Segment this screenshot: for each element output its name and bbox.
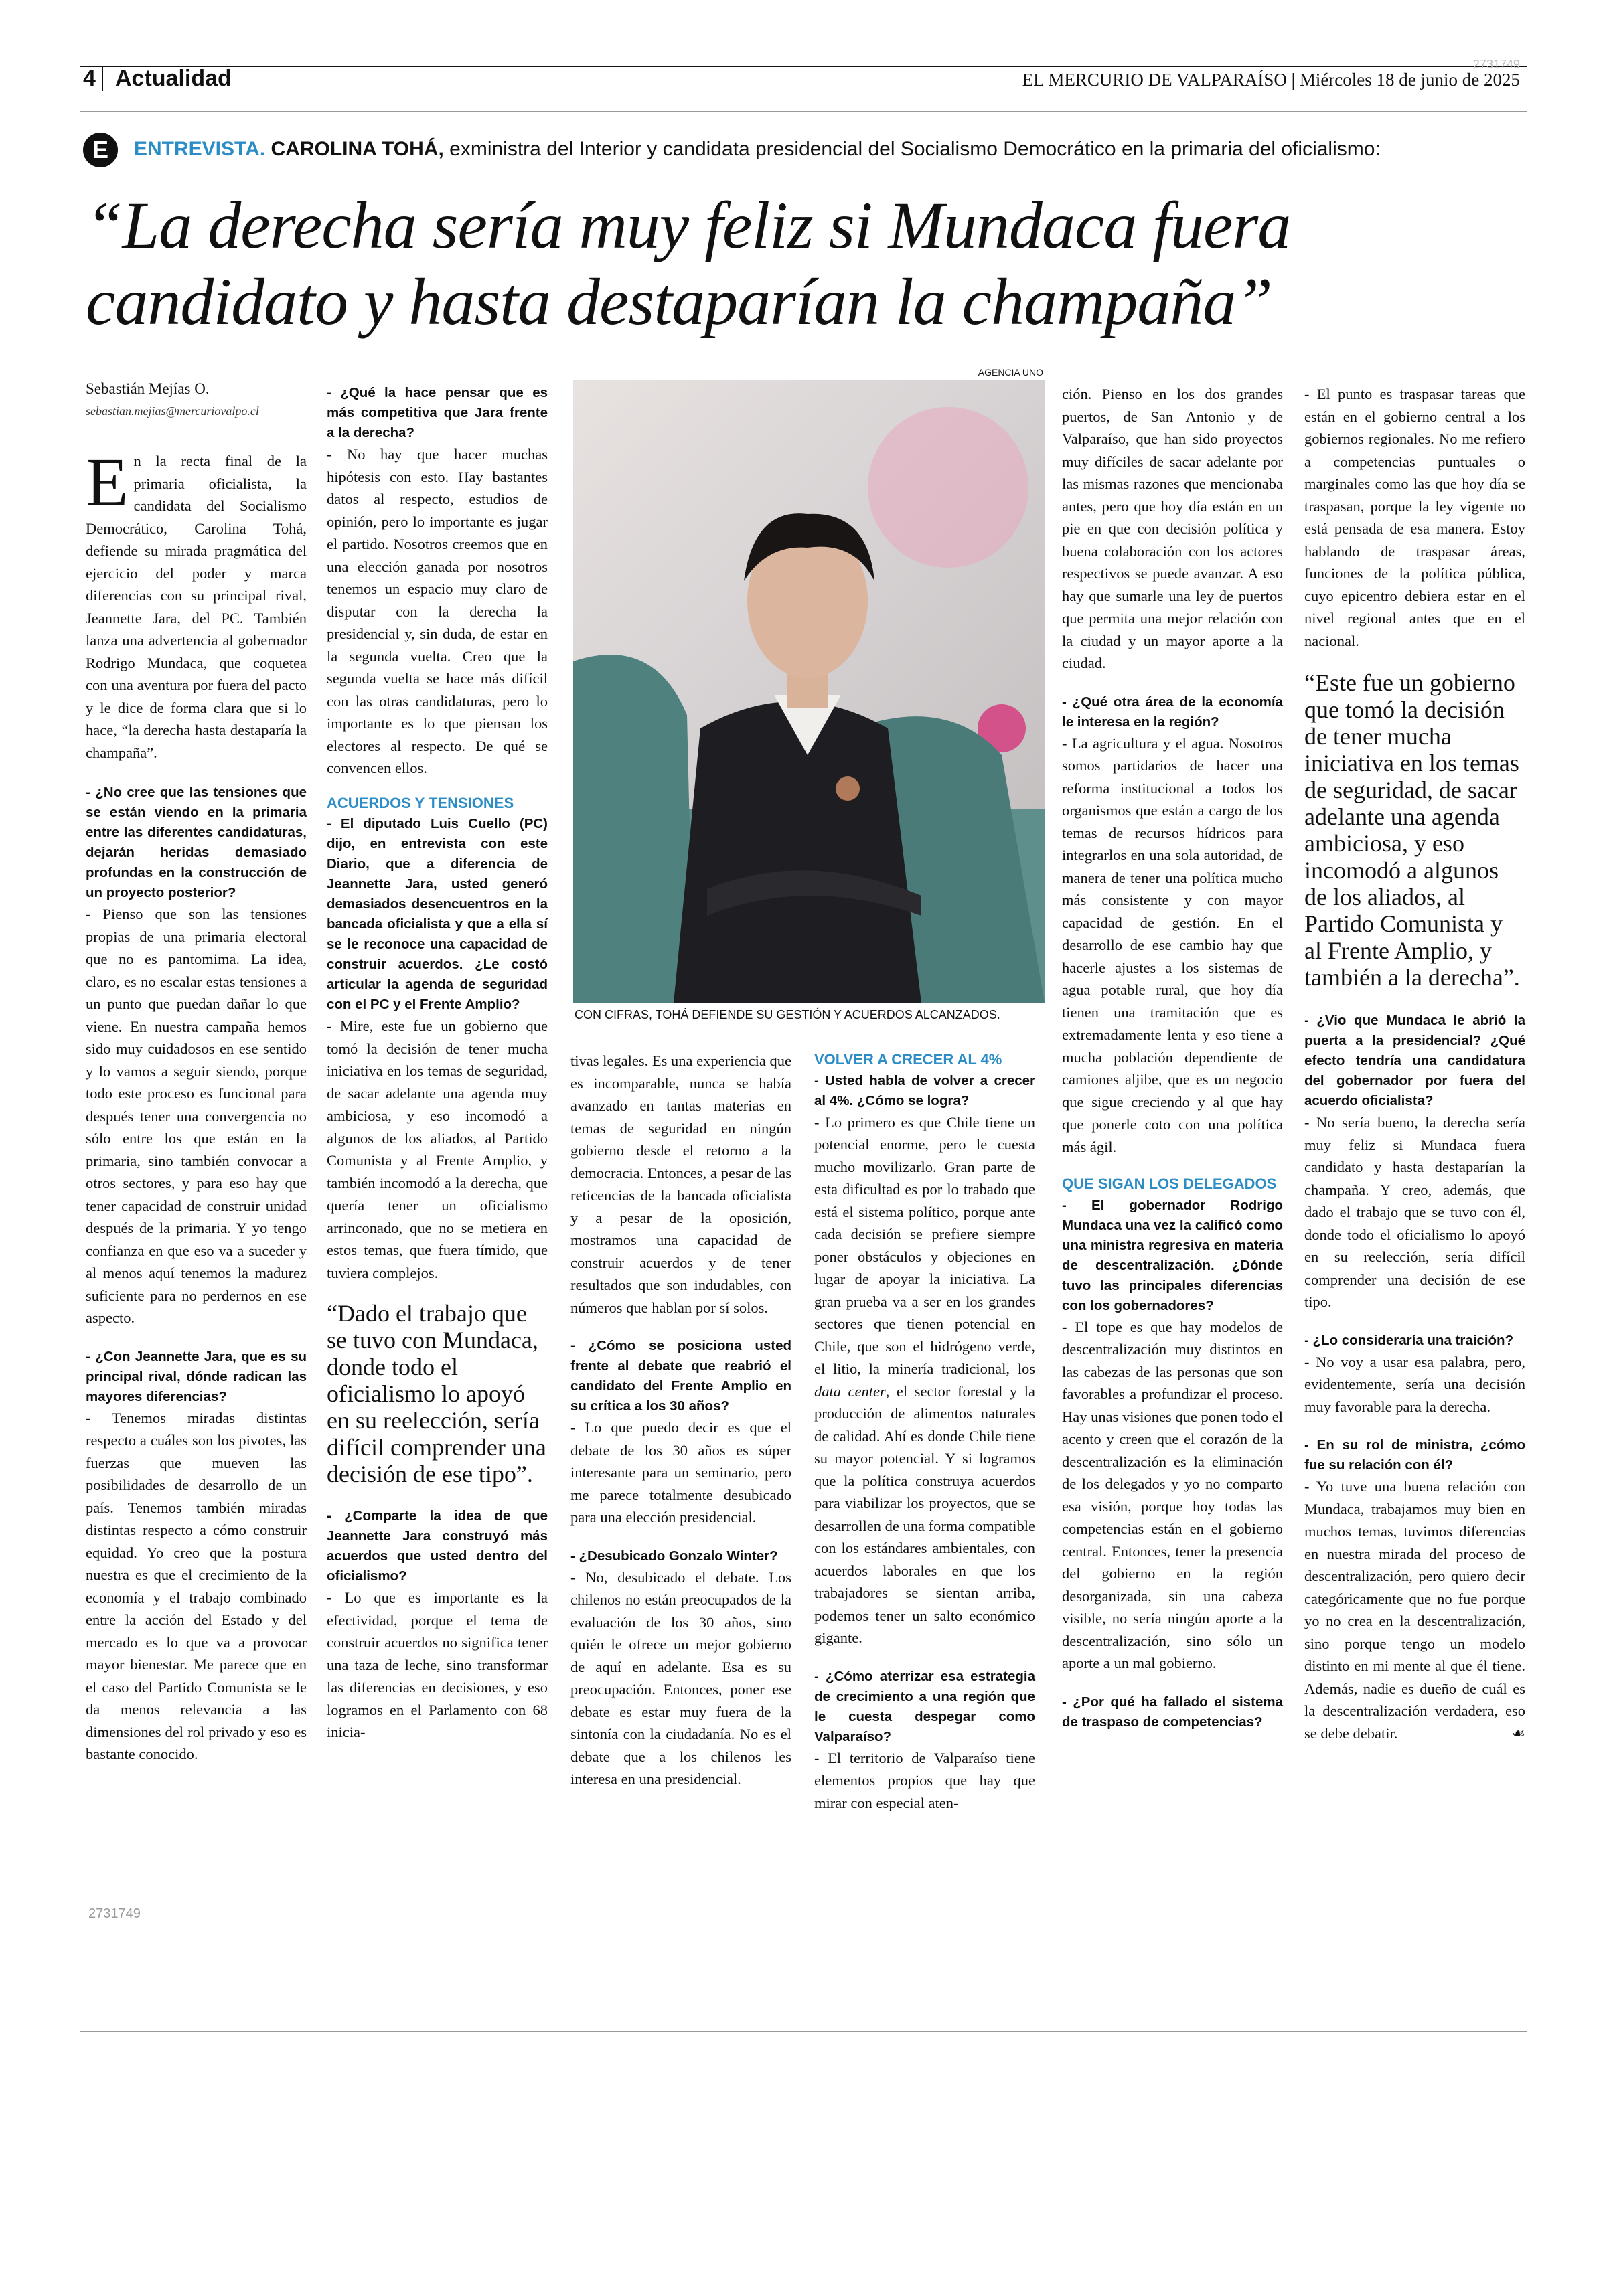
header-separator: [102, 67, 103, 91]
answer-continued: tivas legales. Es una experiencia que es incomparable, nunca se había avanzado en tantas materias en temas de seguridad en ningún gobierno desde el retorno a la democracia. Entonces, a pesar de las reticencias de la bancada oficialista y a pesar de la oposición, mostramos una capacidad de construir acuerdos y de tener resultados que son indudables, con números que hablan por sí solos.: [570, 1052, 791, 1316]
question: - El diputado Luis Cuello (PC) dijo, en entrevista con este Diario, que a diferencia de Jeannette Jara, usted generó demasiados desencuentros en la bancada oficialista y que a ella sí se le reconoce una capacidad de construir acuerdos. ¿Le costó articular la agenda de seguridad con el PC y el Frente Amplio?: [327, 816, 548, 1012]
answer: - Tenemos miradas distintas respecto a cuáles son los pivotes, las fuerzas que mueven las posibilidades de desarrollo de un país. Tenemos también miradas distintas respecto a cómo construir equidad. Yo creo que la postura nuestra es que el crecimiento de la economía y el trabajo combinado entre la acción del Estado y del mercado es lo que va a provocar mayor bienestar. Me parece que en el caso del Partido Comunista se le da menos relevancia a las dimensiones del rol privado y eso es bastante conocido.: [86, 1409, 307, 1762]
question: - ¿Cómo se posiciona usted frente al debate que reabrió el candidato del Frente Amplio en su crítica a los 30 años?: [570, 1338, 791, 1414]
photo-carolina-toha: [573, 380, 1045, 1003]
column-2: [327, 383, 548, 1744]
question: - ¿Qué la hace pensar que es más competitiva que Jara frente a la derecha?: [327, 385, 548, 440]
question: - ¿Vio que Mundaca le abrió la puerta a la presidencial? ¿Qué efecto tendría una candidatura del gobernador por fuera del acuerdo oficialista?: [1304, 1013, 1525, 1109]
header-rule-bottom: [80, 111, 1527, 112]
question: - ¿No cree que las tensiones que se están viendo en la primaria entre las diferentes candidaturas, dejarán heridas demasiado profundas en la construcción de un proyecto posterior?: [86, 785, 307, 900]
publication-line: [1022, 70, 1520, 90]
question: - ¿Por qué ha fallado el sistema de traspaso de competencias?: [1062, 1694, 1283, 1730]
subhead-crecer: VOLVER A CRECER AL 4%: [814, 1051, 1002, 1068]
publication-name: EL MERCURIO DE VALPARAÍSO: [1022, 70, 1287, 90]
question: - ¿Lo consideraría una traición?: [1304, 1332, 1514, 1348]
column-5: [1062, 383, 1283, 1732]
answer: - El tope es que hay modelos de descentralización muy distintos en las cabezas de las personas que son favorables a profundizar el proceso. Hay unas visiones que ponen todo el acento y creen que el corazón de la descentralización es la eliminación de los delegados y yo no comparto esa visión, porque hoy todas las competencias están en el gobierno central. Entonces, tener la presencia del gobierno en la región desorganizada, sin una cabeza visible, no sería ningún aporte a la descentralización, sino sólo un aporte a un mal gobierno.: [1062, 1318, 1283, 1671]
answer: - No, desubicado el debate. Los chilenos no están preocupados de la evaluación de los 30 años, sino quién le ofrece un mejor gobierno de aquí en adelante. Esa es su preocupación. Entonces, poner ese debate es estar muy fuera de la sintonía con la ciudadanía. No es el debate que a los chilenos les interesa en una presidencial.: [570, 1568, 791, 1787]
photo-illustration: [573, 380, 1045, 1003]
page-number: 4: [83, 66, 96, 91]
answer: [814, 1111, 1035, 1649]
byline-email: sebastian.mejias@mercuriovalpo.cl: [86, 404, 259, 418]
answer: - No hay que hacer muchas hipótesis con esto. Hay bastantes datos al respecto, estudios de opinión, pero lo importante es jugar el partido. Nosotros creemos que en una elección ganada por nosotros tenemos un espacio muy claro de disputar con la derecha la presidencial y, sin duda, de estar en la segunda vuelta. Creo que la segunda vuelta se hace más difícil con las otras candidaturas, pero lo importante es lo que piensan los electores al respecto. De qué se convencen ellos.: [327, 446, 548, 776]
answer: [1304, 1475, 1525, 1744]
answer: - Lo que puedo decir es que el debate de los 30 años es súper interesante para un seminario, pero me parece totalmente desubicado para una elección presidencial.: [570, 1419, 791, 1526]
pull-quote: “Dado el trabajo que se tuvo con Mundaca, donde todo el oficialismo lo apoyó en su reelección, sería difícil comprender una decisión de ese tipo”.: [327, 1300, 546, 1487]
column-6: [1304, 383, 1525, 1744]
headline: “La derecha sería muy feliz si Mundaca fuera candidato y hasta destaparían la champaña”: [86, 188, 1291, 339]
intro-text: n la recta final de la primaria oficialista, la candidata del Socialismo Democrático, Carolina Tohá, defiende su mirada pragmática del ejercicio del poder y marca diferencias con su principal rival, Jeannette Jara, del PC. También lanza una advertencia al gobernador Rodrigo Mundaca, que coquetea con una aventura por fuera del pacto y le dice de forma clara que si lo hace, “la derecha hasta destaparía la champaña”.: [86, 453, 307, 761]
byline-author: Sebastián Mejías O.: [86, 380, 210, 397]
kicker-description: exministra del Interior y candidata presidencial del Socialismo Democrático en la primaria del oficialismo:: [449, 138, 1381, 160]
footer-rule: [80, 2031, 1527, 2032]
answer-italic: data center: [814, 1382, 886, 1400]
column-1: [86, 444, 307, 1766]
intro-paragraph: [86, 444, 307, 764]
kicker-label: ENTREVISTA.: [134, 138, 266, 160]
question: - En su rol de ministra, ¿cómo fue su relación con él?: [1304, 1437, 1525, 1473]
answer: - Pienso que son las tensiones propias de una primaria electoral que no es pantomima. La idea, claro, es no escalar estas tensiones a un punto que puedan dañar lo que viene. En nuestra campaña hemos sido muy cuidadosos en ese sentido y lo vamos a seguir siendo, porque todo este proceso es funcional para después tener una convergencia no sólo entre los que están en la primaria, sino también convocar a otros sectores, y para eso hay que tener capacidad de construir unidad después de la primaria. Y yo tengo confianza en que eso va a suceder y al menos aquí tenemos la madurez suficiente para no perdernos en ese aspecto.: [86, 906, 307, 1326]
question: - ¿Qué otra área de la economía le interesa en la región?: [1062, 693, 1283, 730]
question: - ¿Desubicado Gonzalo Winter?: [570, 1548, 778, 1564]
answer: - Lo que es importante es la efectividad, porque el tema de construir acuerdos no significa tener una taza de leche, sino transformar las diferencias en decisiones, y eso logramos en el Parlamento con 68 inicia-: [327, 1589, 548, 1740]
column-4: [814, 1048, 1035, 1814]
question: - ¿Comparte la idea de que Jeannette Jara construyó más acuerdos que usted dentro del oficialismo?: [327, 1508, 548, 1584]
kicker: [134, 138, 1381, 161]
answer: - No voy a usar esa palabra, pero, evidentemente, sería una decisión muy favorable para la derecha.: [1304, 1353, 1525, 1415]
answer-part: - Lo primero es que Chile tiene un potencial enorme, pero le cuesta mucho movilizarlo. Gran parte de esta dificultad es por lo trabado que está el sistema político, porque ante cada decisión se prefiere siempre poner obstáculos y objeciones en lugar de apoyar la iniciativa. La gran prueba va a ser en los grandes sectores que tienen potencial en Chile, que son el hidrógeno verde, el litio, la minería tradicional, los: [814, 1113, 1035, 1377]
subhead-delegados: QUE SIGAN LOS DELEGADOS: [1062, 1175, 1277, 1192]
question: - Usted habla de volver a crecer al 4%. ¿Cómo se logra?: [814, 1072, 1035, 1109]
pull-quote: “Este fue un gobierno que tomó la decisión de tener mucha iniciativa en los temas de seguridad, de sacar adelante una agenda ambiciosa, y eso incomodó a algunos de los aliados, al Partido Comunista y al Frente Amplio, y también a la derecha”.: [1304, 669, 1520, 991]
answer: - La agricultura y el agua. Nosotros somos partidarios de hacer una reforma institucional a todos los organismos que están a cargo de los temas de recursos hídricos para integrarlos en una sola autoridad, de manera de tener una política mucho más consistente y con mayor capacidad de gestión. En el desarrollo de ese cambio hay que hacerle ajustes a los sistemas de agua potable rural, que hoy día tienen una tramitación que es extremadamente lenta y eso tiene a mucha población dependiente de camiones aljibe, que es un negocio que sigue creciendo y al que hay que ponerle coto con una política más ágil.: [1062, 734, 1283, 1155]
footer-code: 2731749: [88, 1906, 141, 1921]
question: - ¿Con Jeannette Jara, que es su principal rival, dónde radican las mayores diferencias?: [86, 1348, 307, 1404]
answer-part: , el sector forestal y la producción de alimentos naturales de calidad. Ahí es donde Chile tiene su mayor potencial. Y si logramos que la política construya acuerdos para viabilizar los proyectos, que se desarrollen de una forma compatible con los estándares ambientales, con acuerdos laborales en que los trabajadores se sientan arriba, podemos tener un salto económico gigante.: [814, 1382, 1036, 1646]
question: - ¿Cómo aterrizar esa estrategia de crecimiento a una región que le cuesta despegar como Valparaíso?: [814, 1668, 1035, 1744]
kicker-name: CAROLINA TOHÁ,: [271, 138, 444, 160]
photo-credit: AGENCIA UNO: [978, 367, 1043, 378]
end-mark-icon: ☙: [1511, 1724, 1525, 1742]
question: - El gobernador Rodrigo Mundaca una vez la calificó como una ministra regresiva en materia de descentralización. ¿Dónde tuvo las principales diferencias con los gobernadores?: [1062, 1197, 1283, 1313]
subhead-acuerdos: ACUERDOS Y TENSIONES: [327, 794, 514, 811]
header-rule-top: [80, 66, 1527, 67]
column-3: [570, 1050, 791, 1791]
answer: - Mire, este fue un gobierno que tomó la decisión de tener mucha iniciativa en los temas de seguridad, de sacar adelante una agenda muy ambiciosa, y eso incomodó a algunos de los aliados, al Partido Comunista y al Frente Amplio, y también incomodó a la derecha, que quería tener un oficialismo arrinconado, que no se metiera en estos temas, que fuera tímido, que tuviera complejos.: [327, 1017, 548, 1281]
header-code: 2731749: [1472, 58, 1520, 71]
answer-text: - Yo tuve una buena relación con Mundaca, trabajamos muy bien en muchos temas, tuvimos diferencias en nuestra mirada del proceso de descentralización, pero quiero decir categóricamente que no fue porque yo no crea en la descentralización, sino porque tengo un modelo distinto en mi mente al que él tiene. Además, nadie es dueño de cuál es la descentralización verdadera, eso se debe debatir.: [1304, 1478, 1525, 1742]
photo-caption: CON CIFRAS, TOHÁ DEFIENDE SU GESTIÓN Y ACUERDOS ALCANZADOS.: [575, 1008, 1000, 1021]
section-name: Actualidad: [115, 66, 232, 91]
answer-continued: ción. Pienso en los dos grandes puertos, de San Antonio y de Valparaíso, que han sido proyectos muy difíciles de sacar adelante por las mismas razones que mencionaba antes, pero que hoy día están en un pie en que con decisión política y buena colaboración con los actores respectivos se puede avanzar. A eso hay que sumarle una ley de puertos que permita una mejor relación con la ciudad y un mayor aporte a la ciudad.: [1062, 386, 1283, 671]
answer: - El territorio de Valparaíso tiene elementos propios que hay que mirar con especial aten-: [814, 1749, 1035, 1811]
answer: - No sería bueno, la derecha sería muy feliz si Mundaca fuera candidato y hasta destaparían la champaña. Y creo, además, que dado el trabajo que se tuvo con él, donde todo el oficialismo lo apoyó en su reelección, sería difícil comprender una decisión de ese tipo.: [1304, 1114, 1525, 1310]
answer: - El punto es traspasar tareas que están en el gobierno central a los gobiernos regionales. No me refiero a competencias puntuales o marginales como las que hoy día se traspasan, porque la ley vigente no está pensada de esa manera. Estoy hablando de traspasar áreas, funciones de la política pública, cuyo epicentro debiera estar en el nivel regional antes que en el nacional.: [1304, 386, 1525, 649]
publication-separator: |: [1291, 70, 1300, 90]
publication-date: Miércoles 18 de junio de 2025: [1299, 70, 1520, 90]
drop-cap: E: [86, 444, 129, 521]
entrevista-badge: E: [83, 133, 118, 167]
